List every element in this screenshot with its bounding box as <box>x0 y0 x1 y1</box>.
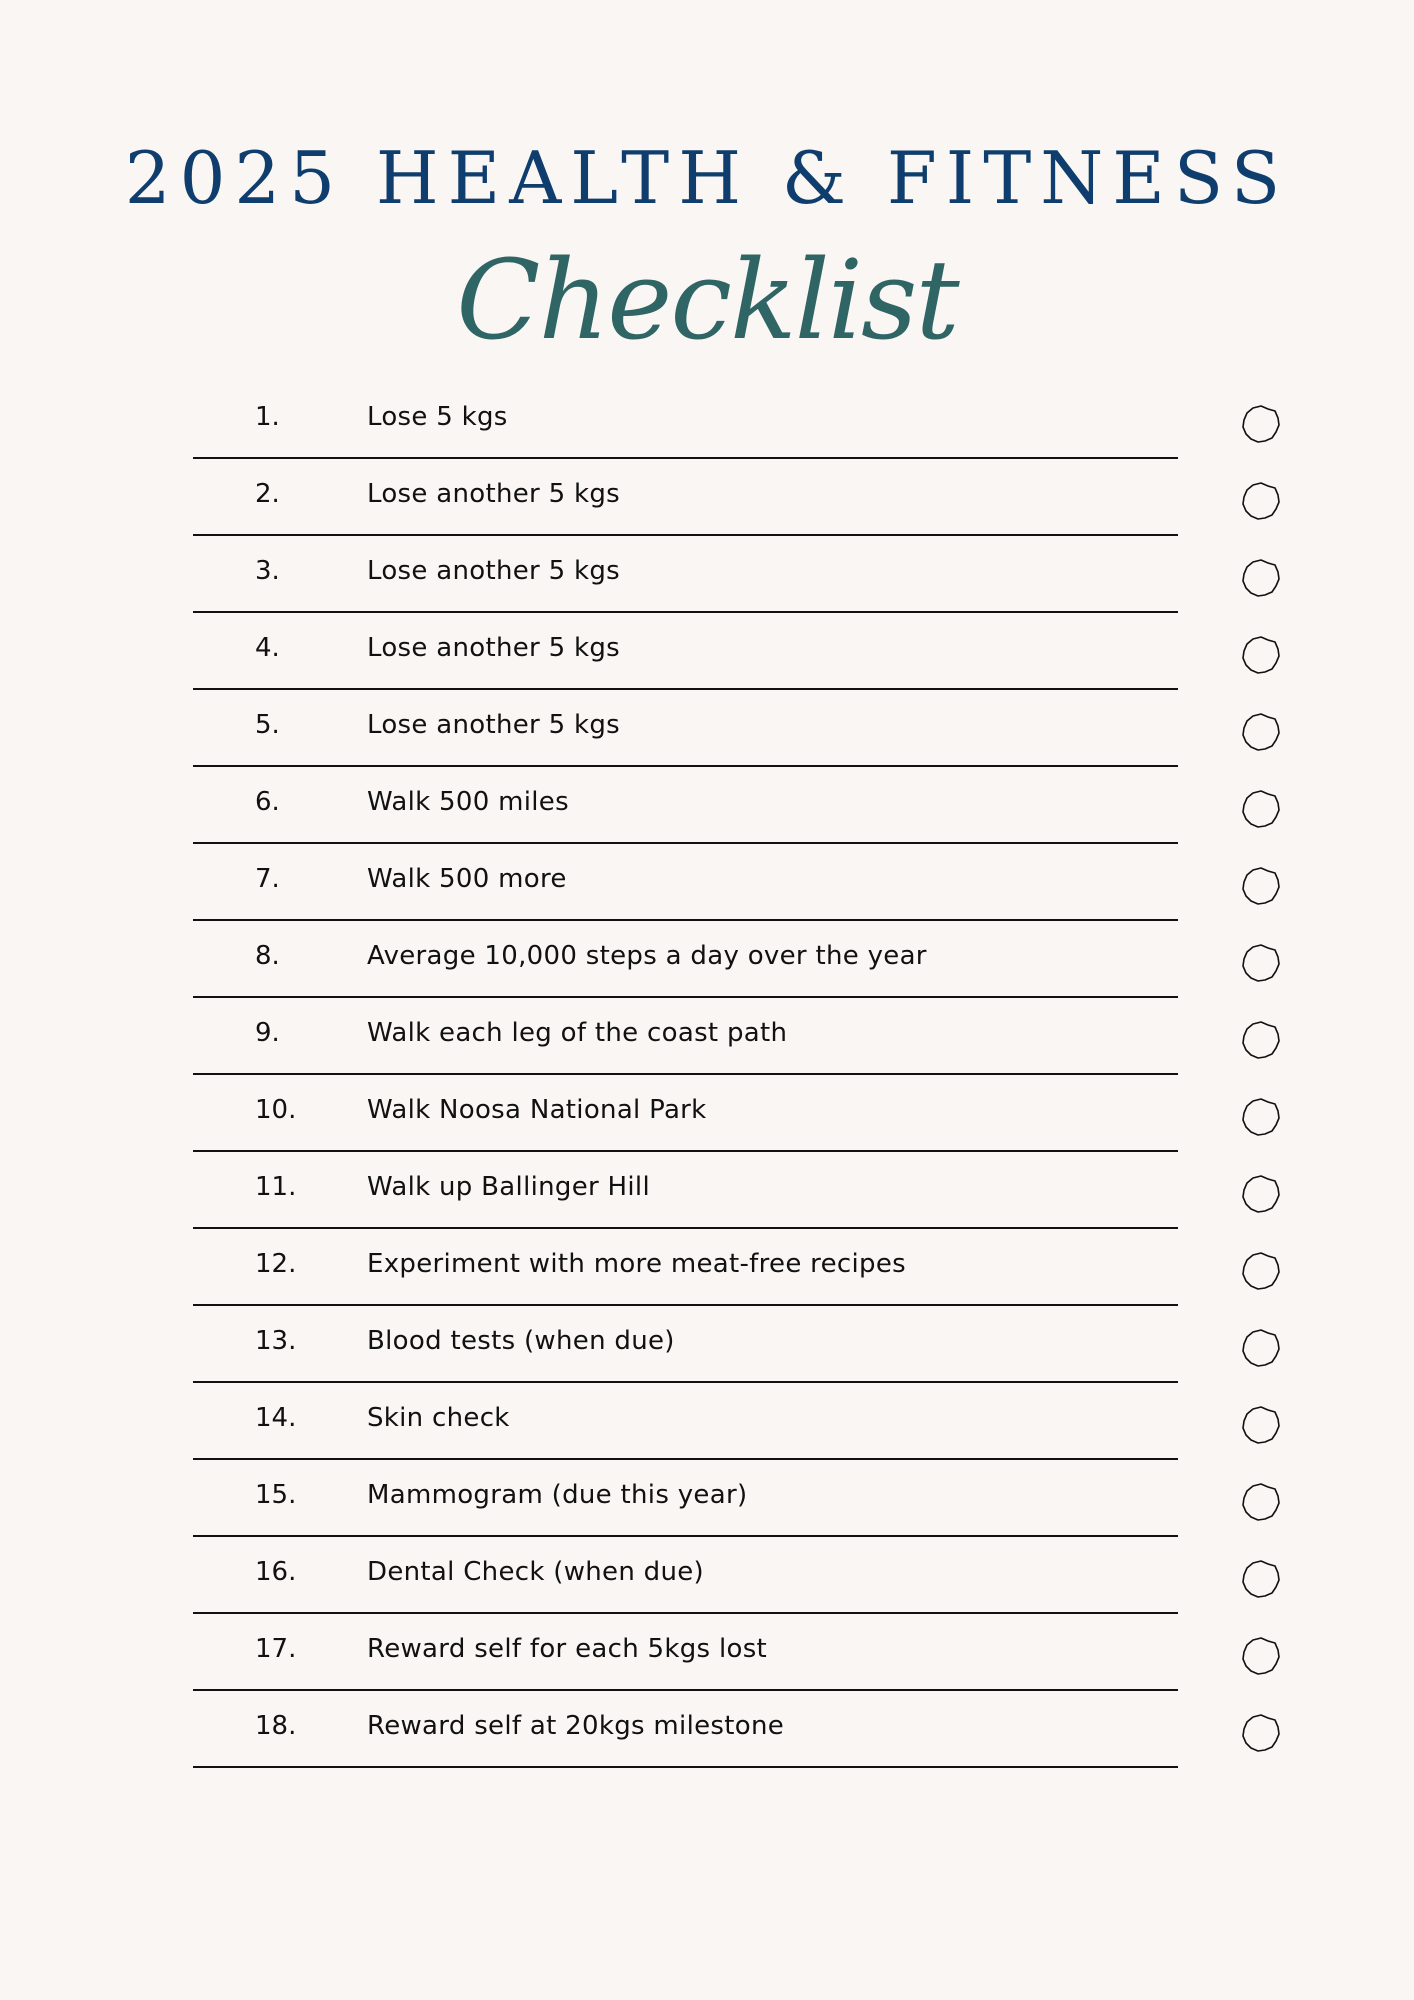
checklist-item <box>193 1152 1278 1229</box>
item-number: 11. <box>255 1172 297 1202</box>
item-text: Walk 500 more <box>367 864 567 894</box>
item-text: Walk each leg of the coast path <box>367 1018 788 1048</box>
item-number: 4. <box>255 633 280 663</box>
item-text: Lose another 5 kgs <box>367 479 620 509</box>
checkbox-icon[interactable] <box>1241 1636 1281 1676</box>
item-text: Reward self for each 5kgs lost <box>367 1634 768 1664</box>
item-number: 5. <box>255 710 280 740</box>
item-text: Lose another 5 kgs <box>367 710 620 740</box>
item-text: Walk Noosa National Park <box>367 1095 707 1125</box>
checkbox-icon[interactable] <box>1241 1174 1281 1214</box>
item-text: Walk 500 miles <box>367 787 569 817</box>
checkbox-icon[interactable] <box>1241 1713 1281 1753</box>
item-text: Average 10,000 steps a day over the year <box>367 941 927 971</box>
checklist-item <box>193 613 1278 690</box>
checklist-item <box>193 921 1278 998</box>
checklist-item <box>193 998 1278 1075</box>
checklist-item <box>193 844 1278 921</box>
checkbox-icon[interactable] <box>1241 404 1281 444</box>
checkbox-icon[interactable] <box>1241 1251 1281 1291</box>
item-number: 1. <box>255 402 280 432</box>
checkbox-icon[interactable] <box>1241 1097 1281 1137</box>
checklist-item <box>193 1460 1278 1537</box>
item-text: Dental Check (when due) <box>367 1557 705 1587</box>
checkbox-icon[interactable] <box>1241 1559 1281 1599</box>
checkbox-icon[interactable] <box>1241 943 1281 983</box>
checklist <box>193 382 1278 1768</box>
item-text: Skin check <box>367 1403 510 1433</box>
item-number: 3. <box>255 556 280 586</box>
checkbox-icon[interactable] <box>1241 1482 1281 1522</box>
item-number: 17. <box>255 1634 297 1664</box>
checklist-item <box>193 767 1278 844</box>
page-subtitle: Checklist <box>456 236 958 364</box>
checklist-item <box>193 1306 1278 1383</box>
item-text: Lose another 5 kgs <box>367 556 620 586</box>
item-text: Lose 5 kgs <box>367 402 508 432</box>
checklist-item <box>193 459 1278 536</box>
item-number: 2. <box>255 479 280 509</box>
item-number: 15. <box>255 1480 297 1510</box>
item-number: 9. <box>255 1018 280 1048</box>
checkbox-icon[interactable] <box>1241 1020 1281 1060</box>
item-number: 8. <box>255 941 280 971</box>
checklist-item <box>193 1075 1278 1152</box>
item-number: 18. <box>255 1711 297 1741</box>
checkbox-icon[interactable] <box>1241 789 1281 829</box>
item-text: Blood tests (when due) <box>367 1326 675 1356</box>
item-text: Mammogram (due this year) <box>367 1480 748 1510</box>
item-number: 6. <box>255 787 280 817</box>
checkbox-icon[interactable] <box>1241 481 1281 521</box>
checklist-item <box>193 1691 1278 1768</box>
checklist-item <box>193 536 1278 613</box>
checkbox-icon[interactable] <box>1241 635 1281 675</box>
item-text: Experiment with more meat-free recipes <box>367 1249 906 1279</box>
item-number: 12. <box>255 1249 297 1279</box>
checkbox-icon[interactable] <box>1241 1328 1281 1368</box>
item-text: Reward self at 20kgs milestone <box>367 1711 785 1741</box>
item-number: 10. <box>255 1095 297 1125</box>
checklist-item <box>193 1383 1278 1460</box>
page-title: 2025 HEALTH & FITNESS <box>124 136 1290 220</box>
checkbox-icon[interactable] <box>1241 1405 1281 1445</box>
row-divider <box>193 1766 1178 1768</box>
checklist-item <box>193 1537 1278 1614</box>
item-number: 7. <box>255 864 280 894</box>
checklist-item <box>193 382 1278 459</box>
item-number: 16. <box>255 1557 297 1587</box>
checkbox-icon[interactable] <box>1241 712 1281 752</box>
checkbox-icon[interactable] <box>1241 866 1281 906</box>
item-number: 13. <box>255 1326 297 1356</box>
checkbox-icon[interactable] <box>1241 558 1281 598</box>
item-text: Lose another 5 kgs <box>367 633 620 663</box>
item-text: Walk up Ballinger Hill <box>367 1172 650 1202</box>
item-number: 14. <box>255 1403 297 1433</box>
checklist-item <box>193 1229 1278 1306</box>
checklist-item <box>193 690 1278 767</box>
checklist-item <box>193 1614 1278 1691</box>
